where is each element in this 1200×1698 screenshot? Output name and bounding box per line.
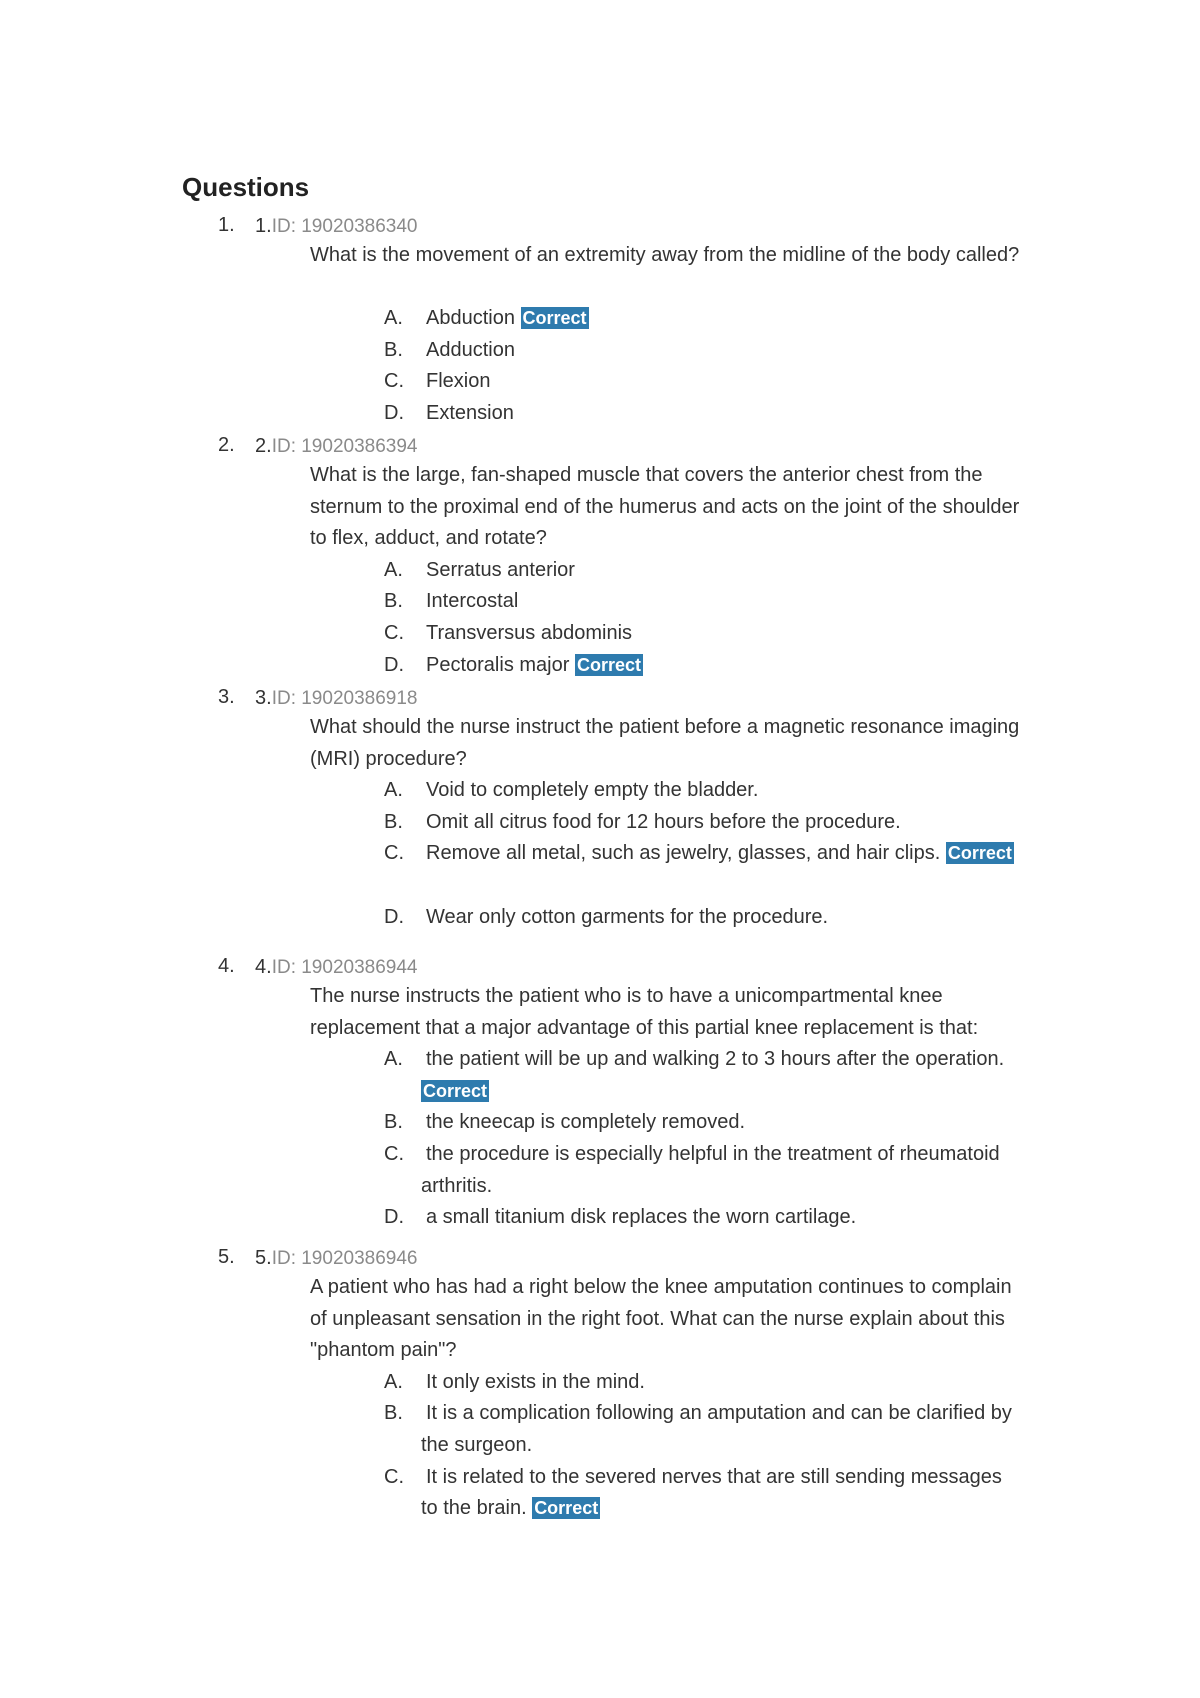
answer-option	[384, 1462, 1024, 1525]
correct-badge: Correct	[947, 843, 1012, 864]
option-label: Wear only cotton garments for the procedure.	[426, 905, 829, 928]
option-label: Remove all metal, such as jewelry, glasses, and hair clips.	[426, 842, 941, 865]
question-text: The nurse instructs the patient who is to have a unicompartmental knee replacement that a major advantage of this partial knee replacement is that:	[310, 985, 979, 1039]
option-text	[384, 775, 1024, 807]
option-text	[384, 586, 1024, 618]
answer-option	[384, 838, 1024, 870]
option-text	[384, 1139, 1024, 1202]
option-label: the kneecap is completely removed.	[426, 1111, 746, 1134]
answer-option	[384, 303, 1024, 335]
question-index: 2.	[255, 435, 272, 457]
answer-option	[384, 1044, 1024, 1107]
answer-option	[384, 650, 1024, 682]
option-letter: C.	[384, 370, 404, 393]
answer-option	[384, 1107, 1024, 1139]
answer-option	[384, 618, 1024, 650]
option-label: It is a complication following an amputation and can be clarified by the surgeon.	[421, 1402, 1012, 1456]
question-id-value: ID: 19020386394	[271, 436, 418, 457]
option-letter: A.	[384, 1048, 403, 1071]
option-text	[384, 1044, 1024, 1107]
option-label: Transversus abdominis	[426, 622, 633, 644]
option-letter: D.	[384, 1206, 404, 1229]
option-text	[384, 1462, 1024, 1525]
question-text: What is the large, fan-shaped muscle that covers the anterior chest from the sternum to the proximal end of the humerus and acts on the joint of the shoulder to flex, adduct, and rotate?	[310, 464, 1020, 550]
question-number: 2.	[218, 434, 235, 456]
option-text	[384, 902, 1024, 934]
option-letter: B.	[384, 810, 403, 833]
option-label: Pectoralis major	[426, 653, 570, 676]
answer-option	[384, 1367, 1024, 1399]
option-text	[384, 650, 1024, 682]
question-id-value: ID: 19020386340	[271, 216, 418, 237]
option-text	[384, 366, 1024, 398]
answer-option	[384, 1398, 1024, 1461]
question-id-value: ID: 19020386946	[271, 1248, 418, 1269]
option-label: a small titanium disk replaces the worn cartilage.	[426, 1206, 857, 1229]
option-text	[384, 838, 1024, 870]
question-id-value: ID: 19020386944	[271, 957, 418, 978]
question-index: 5.	[255, 1247, 272, 1269]
question-id	[255, 1247, 417, 1270]
question-number: 1.	[218, 214, 235, 236]
answer-option	[384, 335, 1024, 367]
option-text	[384, 1202, 1024, 1234]
option-text	[384, 398, 1024, 430]
option-label: Flexion	[426, 370, 491, 393]
option-letter: B.	[384, 338, 403, 361]
question-index: 1.	[255, 215, 272, 237]
option-letter: D.	[384, 402, 404, 424]
correct-badge: Correct	[576, 654, 641, 675]
option-letter: C.	[384, 622, 404, 644]
question-index: 3.	[255, 687, 272, 709]
option-text	[384, 1398, 1024, 1461]
option-letter: A.	[384, 558, 403, 581]
question-index: 4.	[255, 956, 272, 978]
option-letter: C.	[384, 842, 404, 865]
option-letter: C.	[384, 1143, 404, 1165]
option-letter: C.	[384, 1465, 404, 1488]
question-id	[255, 215, 417, 238]
correct-badge: Correct	[423, 1080, 488, 1101]
option-letter: A.	[384, 1370, 403, 1393]
option-letter: D.	[384, 905, 404, 928]
option-label: It only exists in the mind.	[426, 1370, 645, 1393]
option-letter: D.	[384, 653, 404, 676]
option-label: Intercostal	[426, 590, 519, 613]
option-letter: A.	[384, 307, 403, 330]
option-label: Omit all citrus food for 12 hours before the procedure.	[426, 810, 901, 833]
question-text: A patient who has had a right below the knee amputation continues to complain of unpleasant sensation in the right foot. What can the nurse explain about this "phantom pain"?	[310, 1276, 1012, 1362]
question-text: What should the nurse instruct the patient before a magnetic resonance imaging (MRI) procedure?	[310, 716, 1020, 770]
question-number: 3.	[218, 686, 235, 708]
question-id	[255, 956, 417, 979]
option-letter: A.	[384, 779, 403, 802]
answer-option	[384, 1139, 1024, 1202]
question-number: 5.	[218, 1246, 235, 1268]
option-letter: B.	[384, 590, 403, 613]
answer-option	[384, 398, 1024, 430]
page-title: Questions	[182, 172, 310, 202]
option-label: Serratus anterior	[426, 558, 575, 581]
option-letter: B.	[384, 1111, 403, 1134]
answer-option	[384, 366, 1024, 398]
option-text	[384, 303, 1024, 335]
answer-option	[384, 775, 1024, 807]
question-id	[255, 687, 417, 710]
option-letter: B.	[384, 1402, 403, 1425]
option-label: Void to completely empty the bladder.	[426, 779, 759, 802]
answer-option	[384, 902, 1024, 934]
option-label: It is related to the severed nerves that are still sending messages to the brain.	[421, 1465, 1002, 1520]
option-label: the patient will be up and walking 2 to 3 hours after the operation.	[426, 1048, 1005, 1071]
option-label: the procedure is especially helpful in the treatment of rheumatoid arthritis.	[421, 1143, 1000, 1197]
answer-option	[384, 807, 1024, 839]
option-text	[384, 1107, 1024, 1139]
correct-badge: Correct	[522, 308, 587, 329]
option-text	[384, 335, 1024, 367]
option-text	[384, 807, 1024, 839]
correct-badge: Correct	[534, 1498, 599, 1519]
answer-option	[384, 1202, 1024, 1234]
option-text	[384, 1367, 1024, 1399]
option-label: Abduction	[426, 307, 515, 330]
answer-option	[384, 586, 1024, 618]
answer-option	[384, 555, 1024, 587]
option-text	[384, 618, 1024, 650]
option-label: Extension	[426, 402, 514, 424]
question-id	[255, 435, 417, 458]
question-id-value: ID: 19020386918	[271, 688, 418, 709]
option-label: Adduction	[426, 338, 515, 361]
option-text	[384, 555, 1024, 587]
question-number: 4.	[218, 955, 235, 977]
question-text: What is the movement of an extremity away from the midline of the body called?	[310, 244, 1020, 266]
